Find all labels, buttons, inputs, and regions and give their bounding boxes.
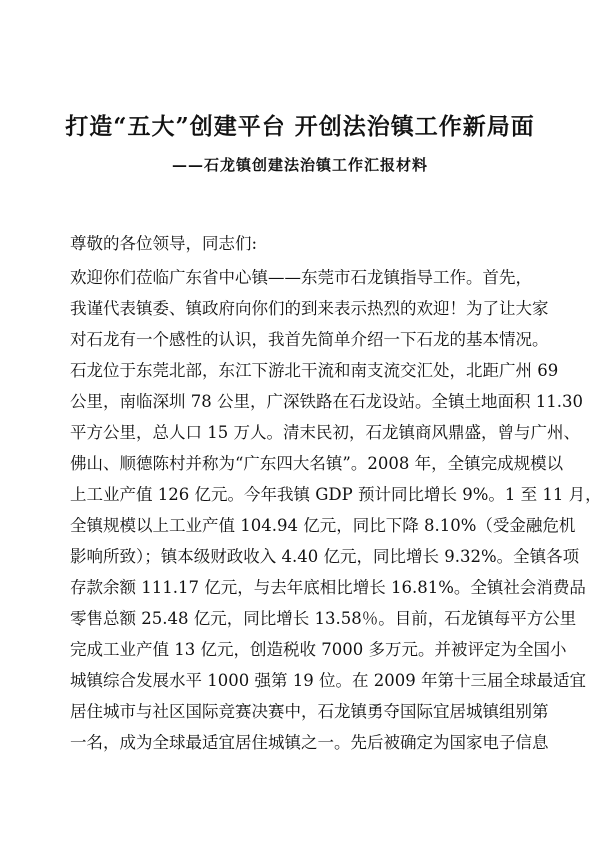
paragraph-line: 城镇综合发展水平 1000 强第 19 位。在 2009 年第十三届全球最适宜 — [70, 671, 586, 690]
body-paragraph — [70, 262, 602, 758]
paragraph-line: 佛山、顺德陈村并称为“广东四大名镇”。2008 年，全镇完成规模以 — [70, 454, 564, 473]
paragraph-line: 石龙位于东莞北部，东江下游北干流和南支流交汇处，北距广州 69 — [70, 361, 559, 380]
paragraph-line: 对石龙有一个感性的认识，我首先简单介绍一下石龙的基本情况。 — [70, 330, 549, 349]
paragraph-line: 上工业产值 126 亿元。今年我镇 GDP 预计同比增长 9%。1 至 11 月， — [70, 485, 602, 504]
paragraph-line: 我谨代表镇委、镇政府向你们的到来表示热烈的欢迎！为了让大家 — [70, 299, 549, 318]
paragraph-line: 公里，南临深圳 78 公里，广深铁路在石龙设站。全镇土地面积 11.30 — [70, 392, 583, 411]
paragraph-line: 影响所致）；镇本级财政收入 4.40 亿元，同比增长 9.32%。全镇各项 — [70, 547, 580, 566]
paragraph-line: 平方公里，总人口 15 万人。清末民初，石龙镇商风鼎盛，曾与广州、 — [70, 423, 580, 442]
document-title: 打造“五大”创建平台 开创法治镇工作新局面 — [65, 113, 535, 140]
document-subtitle: ——石龙镇创建法治镇工作汇报材料 — [171, 156, 428, 174]
paragraph-line: 存款余额 111.17 亿元，与去年底相比增长 16.81%。全镇社会消费品 — [70, 578, 586, 597]
paragraph-line: 完成工业产值 13 亿元，创造税收 7000 多万元。并被评定为全国小 — [70, 640, 567, 659]
paragraph-line: 一名，成为全球最适宜居住城镇之一。先后被确定为国家电子信息 — [70, 733, 549, 752]
paragraph-line: 居住城市与社区国际竞赛决赛中，石龙镇勇夺国际宜居城镇组别第 — [70, 702, 549, 721]
salutation: 尊敬的各位领导，同志们: — [70, 234, 258, 253]
paragraph-line: 全镇规模以上工业产值 104.94 亿元，同比下降 8.10%（受金融危机 — [70, 516, 576, 535]
paragraph-line: 欢迎你们莅临广东省中心镇——东莞市石龙镇指导工作。首先， — [70, 268, 532, 287]
paragraph-line: 零售总额 25.48 亿元，同比增长 13.58％。目前，石龙镇每平方公里 — [70, 609, 577, 628]
